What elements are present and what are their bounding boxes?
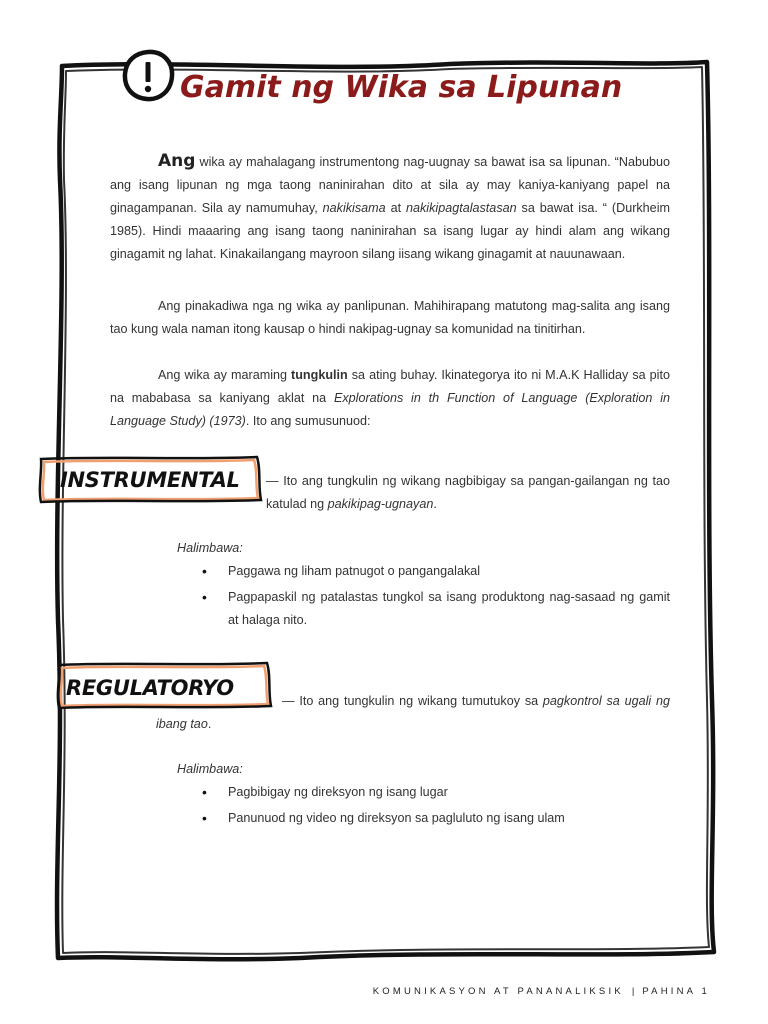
emphasis: nakikipagtalastasan bbox=[406, 201, 517, 215]
example-list bbox=[202, 781, 670, 833]
text-span: at bbox=[385, 201, 406, 215]
book-title: Explorations in th Function of Language (Exploration in Language Study) (1973) bbox=[110, 391, 670, 428]
footer-separator: | bbox=[631, 986, 635, 997]
footer-page-number: PAHINA 1 bbox=[642, 986, 710, 997]
page-footer bbox=[373, 986, 710, 997]
list-item: • Paggawa ng liham patnugot o pangangalakal bbox=[202, 560, 670, 583]
section-label-instrumental: INSTRUMENTAL bbox=[60, 468, 240, 492]
text-span: — Ito ang tungkulin ng wikang tumutukoy sa bbox=[282, 694, 543, 708]
intro-paragraph-3 bbox=[110, 364, 670, 433]
list-item: • Pagpapaskil ng patalastas tungkol sa isang produktong nag-sasaad ng gamit at halaga nito. bbox=[202, 586, 670, 632]
example-heading: Halimbawa: bbox=[177, 541, 243, 555]
paragraph-text: Ang pinakadiwa nga ng wika ay panlipunan. Mahihirapang matutong mag-salita ang isang tao kung wala naman itong kausap o hindi nakipag-ugnay sa komunidad na tinitirhan. bbox=[110, 299, 670, 336]
exclamation-circle-icon bbox=[118, 46, 178, 106]
text-span: . bbox=[207, 717, 212, 731]
intro-paragraph-2 bbox=[110, 295, 670, 341]
intro-paragraph-1 bbox=[110, 150, 670, 266]
text-span: Ang wika ay maraming bbox=[158, 368, 292, 382]
regulatoryo-definition bbox=[156, 690, 670, 736]
lead-word: Ang bbox=[158, 151, 196, 171]
example-heading: Halimbawa: bbox=[177, 762, 243, 776]
footer-course: KOMUNIKASYON AT PANANALIKSIK bbox=[372, 986, 624, 997]
emphasis: pakikipag-ugnayan bbox=[327, 497, 434, 511]
text-span: sa bawat isa. “ (Durkheim 1985). Hindi maaaring ang isang taong naninirahan sa isang lugar ay hindi alam ang wikang ginagamit ng lahat. Kinakailangang mayroon silang iisang wikang ginagamit at nauunawaan. bbox=[110, 201, 670, 261]
page-title: Gamit ng Wika sa Lipunan bbox=[180, 70, 623, 105]
section-label-regulatoryo: REGULATORYO bbox=[66, 676, 234, 700]
example-list bbox=[202, 560, 670, 635]
emphasis: nakikisama bbox=[322, 201, 386, 215]
emphasis: pagkontrol sa ugali ng ibang tao bbox=[156, 694, 670, 731]
text-span: — Ito ang tungkulin ng wikang nagbibigay sa pangan-gailangan ng tao katulad ng bbox=[266, 474, 670, 511]
text-span: . Ito ang sumusunuod: bbox=[245, 414, 371, 428]
text-span: sa ating buhay. Ikinategorya ito ni M.A.K Halliday sa pito na mababasa sa kaniyang aklat na bbox=[110, 368, 670, 405]
text-span: . bbox=[433, 497, 437, 511]
bold-term: tungkulin bbox=[291, 368, 348, 382]
instrumental-definition bbox=[266, 470, 670, 516]
list-item: • Pagbibigay ng direksyon ng isang lugar bbox=[202, 781, 670, 804]
list-item: • Panunuod ng video ng direksyon sa pagluluto ng isang ulam bbox=[202, 807, 670, 830]
text-span: wika ay mahalagang instrumentong nag-uugnay sa bawat isa sa lipunan. “Nabubuo ang isang lipunan ng mga taong naninirahan dito at sila ay may kaniya-kaniyang papel na ginagampanan. Sila ay namumuhay, bbox=[110, 155, 670, 215]
